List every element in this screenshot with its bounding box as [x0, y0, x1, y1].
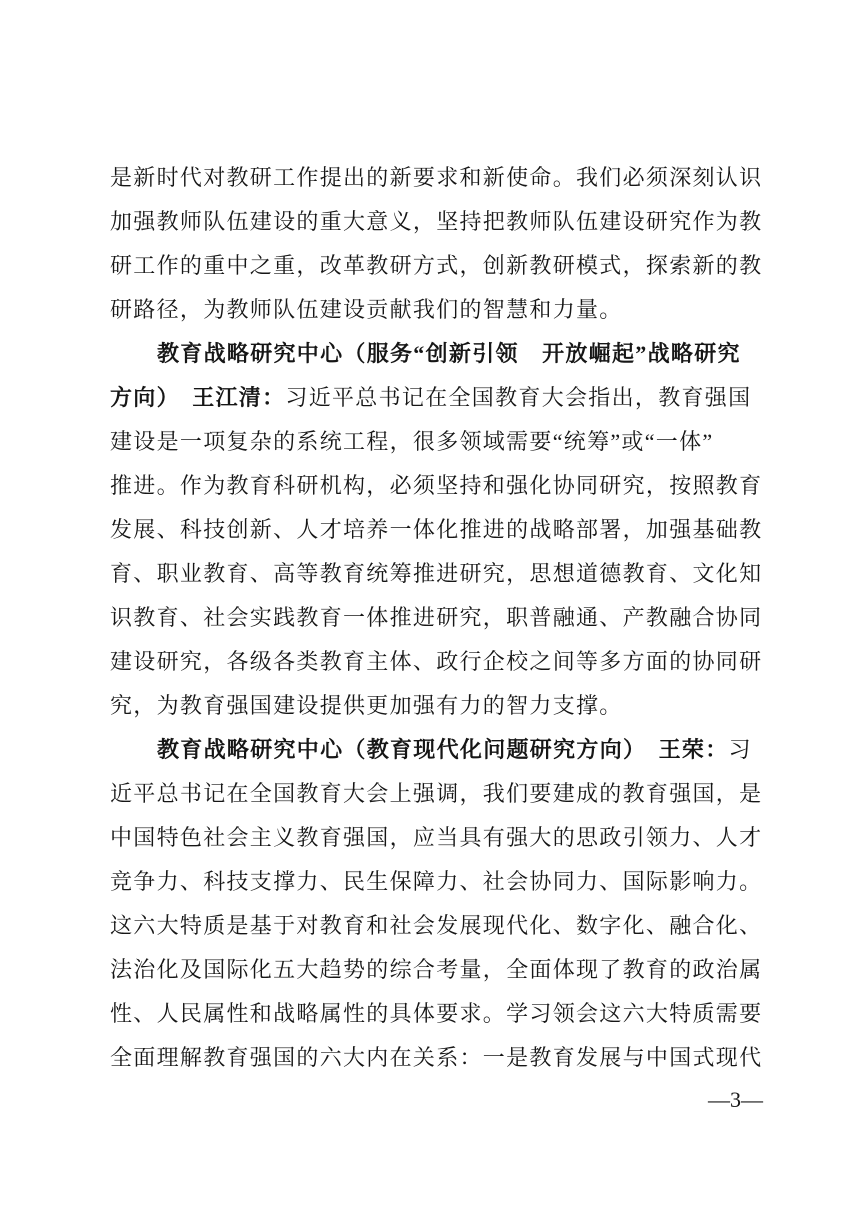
text-line	[110, 640, 768, 684]
text-run: 性、人民属性和战略属性的具体要求。学习领会这六大特质需要	[110, 1001, 763, 1026]
text-line	[110, 156, 768, 200]
text-run: 究，为教育强国建设提供更加强有力的智力支撑。	[110, 693, 623, 718]
text-line	[110, 816, 768, 860]
text-line	[110, 288, 768, 332]
text-run: 育、职业教育、高等教育统筹推进研究，思想道德教育、文化知	[110, 561, 763, 586]
paragraph	[110, 728, 768, 1080]
text-line	[110, 596, 768, 640]
text-line	[110, 508, 768, 552]
text-run: 习近平总书记在全国教育大会指出，教育强国	[285, 385, 752, 410]
text-line	[110, 1036, 768, 1080]
document-body	[110, 156, 768, 1080]
speaker-heading-run: 教育战略研究中心（教育现代化问题研究方向） 王荣：	[157, 737, 729, 762]
text-run: 加强教师队伍建设的重大意义，坚持把教师队伍建设研究作为教	[110, 209, 763, 234]
page-number: —3—	[708, 1087, 763, 1112]
speaker-heading-run: 方向） 王江清：	[110, 385, 286, 410]
text-line	[110, 772, 768, 816]
text-run: 竞争力、科技支撑力、民生保障力、社会协同力、国际影响力。	[110, 869, 763, 894]
text-run: 研工作的重中之重，改革教研方式，创新教研模式，探索新的教	[110, 253, 763, 278]
text-run: 建设研究，各级各类教育主体、政行企校之间等多方面的协同研	[110, 649, 763, 674]
text-line	[110, 904, 768, 948]
text-line	[110, 948, 768, 992]
text-run: 全面理解教育强国的六大内在关系：一是教育发展与中国式现代	[110, 1045, 763, 1070]
paragraph	[110, 156, 768, 332]
text-run: 推进。作为教育科研机构，必须坚持和强化协同研究，按照教育	[110, 473, 763, 498]
paragraph	[110, 332, 768, 728]
text-line	[110, 420, 768, 464]
text-run: 中国特色社会主义教育强国，应当具有强大的思政引领力、人才	[110, 825, 763, 850]
text-line	[110, 860, 768, 904]
text-run: 习	[728, 737, 752, 762]
text-run: 建设是一项复杂的系统工程，很多领域需要“统筹”或“一体”	[110, 429, 714, 454]
text-line	[110, 728, 768, 772]
text-run: 是新时代对教研工作提出的新要求和新使命。我们必须深刻认识	[110, 165, 763, 190]
text-line	[110, 332, 768, 376]
text-line	[110, 200, 768, 244]
text-run: 近平总书记在全国教育大会上强调，我们要建成的教育强国，是	[110, 781, 763, 806]
speaker-heading-run: 教育战略研究中心（服务“创新引领 开放崛起”战略研究	[157, 341, 741, 366]
text-run: 发展、科技创新、人才培养一体化推进的战略部署，加强基础教	[110, 517, 763, 542]
text-line	[110, 244, 768, 288]
text-line	[110, 684, 768, 728]
text-run: 这六大特质是基于对教育和社会发展现代化、数字化、融合化、	[110, 913, 763, 938]
text-run: 法治化及国际化五大趋势的综合考量，全面体现了教育的政治属	[110, 957, 763, 982]
text-run: 识教育、社会实践教育一体推进研究，职普融通、产教融合协同	[110, 605, 763, 630]
text-line	[110, 464, 768, 508]
text-line	[110, 992, 768, 1036]
text-run: 研路径，为教师队伍建设贡献我们的智慧和力量。	[110, 297, 623, 322]
text-line	[110, 376, 768, 420]
text-line	[110, 552, 768, 596]
